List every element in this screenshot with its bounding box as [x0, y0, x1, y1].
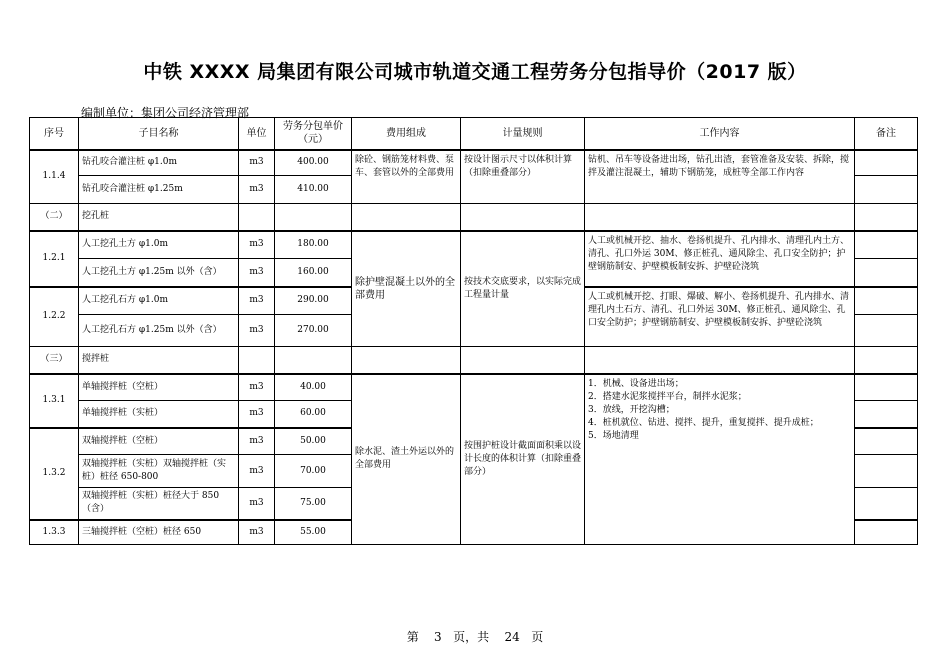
seq-cell: 1.2.2: [30, 287, 79, 347]
work-step: 5．场地清理: [588, 430, 639, 441]
empty-cell: [855, 204, 918, 231]
work-step: 1．机械、设备进出场；: [588, 378, 684, 389]
note-cell: [855, 176, 918, 204]
empty-cell: [275, 347, 352, 374]
item-price: 50.00: [275, 428, 352, 455]
note-cell: [855, 401, 918, 428]
work-content: 人工或机械开挖、抽水、卷扬机提升、孔内排水、清理孔内土方、清孔、孔口外运 30M、修正桩孔、通风除尘、孔口安全防护；护壁钢筋制安、护壁模板制安拆、护壁砼浇筑: [585, 231, 855, 287]
table-row: [30, 231, 918, 259]
item-name: 双轴搅拌桩（空桩）: [79, 428, 239, 455]
empty-cell: [461, 347, 585, 374]
header-rule: 计量规则: [461, 118, 585, 150]
note-cell: [855, 520, 918, 545]
cost-composition: 除水泥、渣土外运以外的全部费用: [352, 374, 461, 545]
empty-cell: [239, 204, 275, 231]
work-content: 人工或机械开挖、打眼、爆破、解小、卷扬机提升、孔内排水、清理孔内土石方、清孔、孔口外运 30M、修正桩孔、通风除尘、孔口安全防护；护壁钢筋制安、护壁模板制安拆、护壁砼浇筑: [585, 287, 855, 347]
item-unit: m3: [239, 520, 275, 545]
seq-cell: 1.3.3: [30, 520, 79, 545]
header-seq: 序号: [30, 118, 79, 150]
page-title: 中铁 XXXX 局集团有限公司城市轨道交通工程劳务分包指导价（2017 版）: [143, 61, 807, 83]
empty-cell: [585, 204, 855, 231]
item-price: 180.00: [275, 231, 352, 259]
item-price: 290.00: [275, 287, 352, 315]
item-price: 75.00: [275, 488, 352, 520]
measure-rule: 按技术交底要求，以实际完成工程量计量: [461, 231, 585, 347]
seq-cell: 1.3.1: [30, 374, 79, 428]
item-name: 三轴搅拌桩（空桩）桩径 650: [79, 520, 239, 545]
item-name: 双轴搅拌桩（实桩）双轴搅拌桩（实桩）桩径 650-800: [79, 455, 239, 488]
footer-total-unit: 页: [531, 630, 544, 644]
note-cell: [855, 488, 918, 520]
note-cell: [855, 315, 918, 347]
empty-cell: [461, 204, 585, 231]
item-unit: m3: [239, 259, 275, 287]
table-row: [30, 150, 918, 176]
item-price: 40.00: [275, 374, 352, 401]
seq-cell: 1.2.1: [30, 231, 79, 287]
note-cell: [855, 374, 918, 401]
item-unit: m3: [239, 428, 275, 455]
footer-page-label: 第: [406, 630, 419, 644]
section-name: 挖孔桩: [79, 204, 239, 231]
cost-composition: 除护壁混凝土以外的全部费用: [352, 231, 461, 347]
header-name: 子目名称: [79, 118, 239, 150]
empty-cell: [855, 347, 918, 374]
footer-total-pages: 24: [504, 630, 520, 644]
note-cell: [855, 287, 918, 315]
item-unit: m3: [239, 455, 275, 488]
header-note: 备注: [855, 118, 918, 150]
item-unit: m3: [239, 231, 275, 259]
item-name: 人工挖孔石方 φ1.25m 以外（含）: [79, 315, 239, 347]
empty-cell: [585, 347, 855, 374]
seq-cell: 1.1.4: [30, 150, 79, 204]
section-row: [30, 347, 918, 374]
header-price: 劳务分包单价（元）: [275, 118, 352, 150]
item-unit: m3: [239, 374, 275, 401]
item-name: 人工挖孔石方 φ1.0m: [79, 287, 239, 315]
item-unit: m3: [239, 176, 275, 204]
table-row: [30, 374, 918, 401]
item-unit: m3: [239, 401, 275, 428]
item-price: 55.00: [275, 520, 352, 545]
item-price: 270.00: [275, 315, 352, 347]
price-table: [29, 117, 918, 545]
item-name: 钻孔咬合灌注桩 φ1.0m: [79, 150, 239, 176]
empty-cell: [352, 347, 461, 374]
item-name: 双轴搅拌桩（实桩）桩径大于 850（含）: [79, 488, 239, 520]
measure-rule: 按设计图示尺寸以体积计算（扣除重叠部分）: [461, 150, 585, 204]
item-unit: m3: [239, 488, 275, 520]
item-name: 人工挖孔土方 φ1.0m: [79, 231, 239, 259]
header-row: [30, 118, 918, 150]
section-name: 搅拌桩: [79, 347, 239, 374]
page-footer: [0, 628, 950, 645]
item-name: 人工挖孔土方 φ1.25m 以外（含）: [79, 259, 239, 287]
work-content: 钻机、吊车等设备进出场，钻孔出渣，套管准备及安装、拆除，搅拌及灌注混凝土，辅助下钢筋笼，成桩等全部工作内容: [585, 150, 855, 204]
header-cost: 费用组成: [352, 118, 461, 150]
note-cell: [855, 150, 918, 176]
item-name: 钻孔咬合灌注桩 φ1.25m: [79, 176, 239, 204]
seq-cell: 1.3.2: [30, 428, 79, 520]
item-name: 单轴搅拌桩（实桩）: [79, 401, 239, 428]
item-price: 410.00: [275, 176, 352, 204]
footer-page-number: 3: [434, 630, 442, 644]
work-step: 2．搭建水泥浆搅拌平台，制拌水泥浆；: [588, 391, 747, 402]
item-unit: m3: [239, 287, 275, 315]
section-row: [30, 204, 918, 231]
note-cell: [855, 231, 918, 259]
compiling-unit: 编制单位：集团公司经济管理部: [81, 106, 250, 120]
empty-cell: [352, 204, 461, 231]
note-cell: [855, 428, 918, 455]
header-work: 工作内容: [585, 118, 855, 150]
item-name: 单轴搅拌桩（空桩）: [79, 374, 239, 401]
item-price: 400.00: [275, 150, 352, 176]
item-unit: m3: [239, 150, 275, 176]
measure-rule: 按围护桩设计截面面积乘以设计长度的体积计算（扣除重叠部分）: [461, 374, 585, 545]
item-unit: m3: [239, 315, 275, 347]
note-cell: [855, 259, 918, 287]
cost-composition: 除砼、钢筋笼材料费、泵车、套管以外的全部费用: [352, 150, 461, 204]
section-seq: （三）: [30, 347, 79, 374]
empty-cell: [275, 204, 352, 231]
work-step: 4．桩机就位、钻进、搅拌、提升，重复搅拌、提升成桩；: [588, 417, 819, 428]
work-step: 3．放线，开挖沟槽；: [588, 404, 675, 415]
footer-page-unit: 页，共: [453, 630, 490, 644]
work-content-list: [585, 374, 855, 545]
header-unit: 单位: [239, 118, 275, 150]
item-price: 160.00: [275, 259, 352, 287]
section-seq: （二）: [30, 204, 79, 231]
note-cell: [855, 455, 918, 488]
item-price: 60.00: [275, 401, 352, 428]
empty-cell: [239, 347, 275, 374]
item-price: 70.00: [275, 455, 352, 488]
